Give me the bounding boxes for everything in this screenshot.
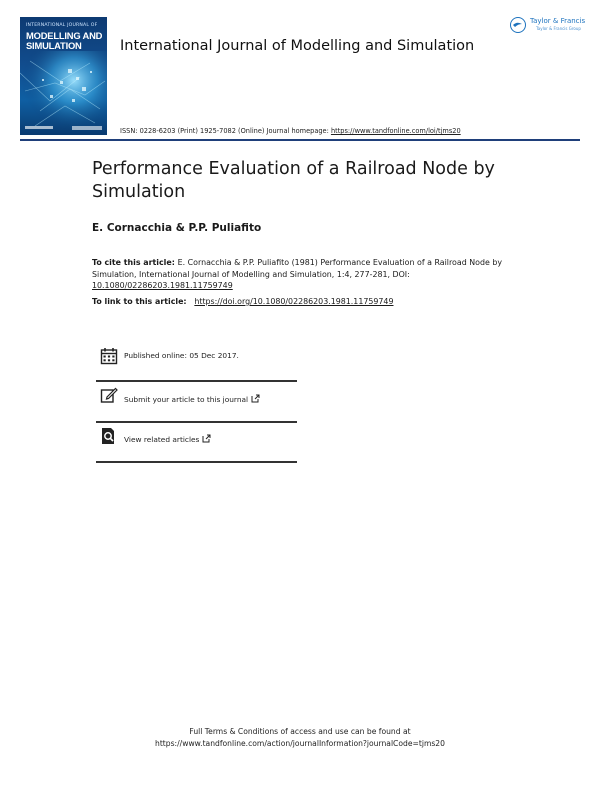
search-document-icon: [100, 427, 118, 445]
external-link-icon: [202, 434, 211, 443]
publisher-logo-icon: [510, 17, 526, 33]
publisher-name: Taylor & Francis: [530, 17, 586, 25]
external-link-icon: [251, 394, 260, 403]
related-articles-link[interactable]: View related articles: [124, 435, 200, 444]
cite-text: E. Cornacchia & P.P. Puliafito (1981) Performance Evaluation of a Railroad Node by Simulation, International Journal of Modelling and Simulation, 1:4, 277-281, DOI:: [92, 258, 503, 279]
journal-cover-image: [20, 17, 107, 135]
row-divider: [96, 421, 297, 423]
publisher-subname: Taylor & Francis Group: [536, 26, 581, 31]
journal-homepage-link[interactable]: https://www.tandfonline.com/loi/tjms20: [330, 127, 461, 135]
issn-line: [120, 127, 461, 135]
row-divider: [96, 461, 297, 463]
submit-article-link[interactable]: Submit your article to this journal: [124, 395, 249, 404]
article-link-line: [92, 297, 393, 306]
row-divider: [96, 380, 297, 382]
related-articles-row[interactable]: [96, 425, 297, 465]
citation-block: [92, 257, 502, 292]
article-title: Performance Evaluation of a Railroad Node by Simulation: [92, 159, 495, 202]
article-authors: E. Cornacchia & P.P. Puliafito: [92, 222, 262, 234]
journal-title[interactable]: International Journal of Modelling and Simulation: [120, 38, 475, 54]
cover-subtitle: INTERNATIONAL JOURNAL OF: [26, 23, 98, 28]
issn-text: ISSN: 0228-6203 (Print) 1925-7082 (Online) Journal homepage:: [120, 127, 331, 135]
submit-article-row[interactable]: [96, 385, 297, 425]
header-divider: [20, 139, 580, 141]
edit-icon: [100, 386, 118, 404]
cover-title-line2: SIMULATION: [26, 40, 82, 51]
calendar-icon: [100, 347, 118, 365]
footer: [0, 726, 600, 749]
footer-terms-link[interactable]: https://www.tandfonline.com/action/journalInformation?journalCode=tjms20: [155, 738, 445, 748]
publisher-logo[interactable]: [510, 16, 585, 38]
cover-artwork: [20, 51, 107, 135]
published-online-text: Published online: 05 Dec 2017.: [124, 351, 239, 360]
article-doi-link[interactable]: https://doi.org/10.1080/02286203.1981.11759749: [194, 297, 394, 306]
cite-label: To cite this article:: [92, 258, 178, 267]
cite-doi-link[interactable]: 10.1080/02286203.1981.11759749: [92, 281, 233, 290]
link-label: To link to this article:: [92, 297, 190, 306]
cover-title-line1: MODELLING AND: [26, 30, 103, 41]
published-online-row: [96, 345, 297, 385]
footer-terms-text: Full Terms & Conditions of access and use can be found at: [189, 727, 411, 736]
